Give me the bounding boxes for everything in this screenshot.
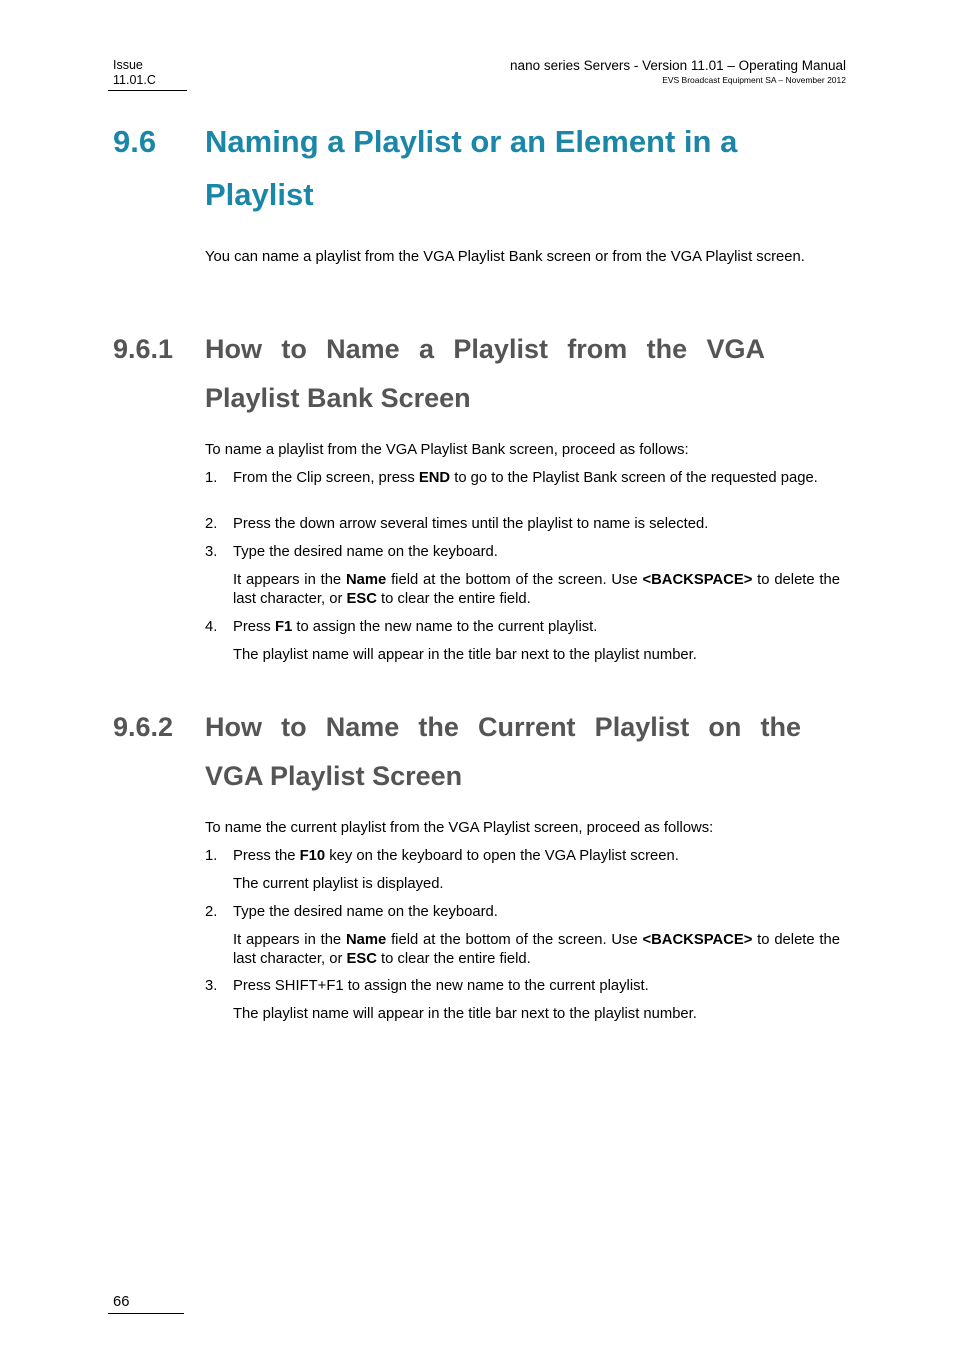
- subsection-2-number: 9.6.2: [113, 712, 174, 742]
- section-title: [205, 115, 808, 221]
- subsection-1-title-line2: Playlist Bank Screen: [205, 383, 471, 413]
- step-note: The current playlist is displayed.: [233, 876, 444, 892]
- step-text: Press SHIFT+F1 to assign the new name to the current playlist.: [233, 978, 649, 994]
- step-text-part: Press the: [233, 848, 300, 864]
- step-number: 3.: [205, 978, 218, 994]
- subsection-2-title-line1: How to Name the Current Playlist on the: [205, 712, 801, 742]
- step-number: 1.: [205, 848, 218, 864]
- note-part: field at the bottom of the screen. Use: [386, 572, 643, 588]
- subsection-1-title: [205, 325, 765, 423]
- step-text-part: Press: [233, 619, 275, 635]
- key-name: F10: [299, 848, 326, 864]
- subsection-1-number: 9.6.1: [113, 334, 174, 364]
- step-number: 3.: [205, 544, 218, 560]
- step-number: 2.: [205, 904, 218, 920]
- key-name: ESC: [346, 590, 377, 607]
- field-name: Name: [345, 932, 387, 948]
- subsection-2-title-line2: VGA Playlist Screen: [205, 761, 463, 791]
- subsection-2-title: [205, 703, 801, 801]
- subsection-1-intro: To name a playlist from the VGA Playlist Bank screen, proceed as follows:: [205, 442, 689, 458]
- note-part: to clear the entire field.: [376, 590, 531, 607]
- header-issue: [113, 58, 156, 88]
- note-part: to clear the entire field.: [376, 950, 531, 967]
- footer-divider: [108, 1313, 184, 1314]
- issue-number: 11.01.C: [113, 73, 156, 87]
- step-note: [233, 931, 840, 968]
- note-part: to delete the last character, or: [233, 932, 840, 967]
- step-text: Press the down arrow several times until the playlist to name is selected.: [233, 516, 709, 532]
- note-part: It appears in the: [233, 572, 346, 588]
- step-text-part: From the Clip screen, press: [233, 470, 419, 486]
- manual-subtitle: EVS Broadcast Equipment SA – November 2012: [662, 75, 846, 85]
- key-name: F1: [274, 619, 293, 635]
- header-divider: [108, 90, 187, 91]
- header-title-block: [510, 58, 846, 86]
- step-text: [233, 618, 840, 637]
- subsection-1-title-line1: How to Name a Playlist from the VGA: [205, 334, 765, 364]
- step-text-part: to go to the Playlist Bank screen of the requested page.: [450, 470, 818, 486]
- key-name: ESC: [346, 950, 377, 967]
- key-name: <BACKSPACE>: [642, 572, 753, 588]
- subsection-2-intro: To name the current playlist from the VGA Playlist screen, proceed as follows:: [205, 820, 714, 836]
- field-name: Name: [345, 572, 387, 588]
- note-part: It appears in the: [233, 932, 346, 948]
- key-name: <BACKSPACE>: [642, 932, 753, 948]
- note-part: field at the bottom of the screen. Use: [386, 932, 643, 948]
- section-title-line1: Naming a Playlist or an Element in a: [205, 124, 738, 159]
- page-number: 66: [113, 1294, 130, 1310]
- step-text: [233, 847, 840, 866]
- step-note: [233, 571, 840, 608]
- step-text: Type the desired name on the keyboard.: [233, 544, 498, 560]
- step-number: 2.: [205, 516, 218, 532]
- step-number: 1.: [205, 470, 218, 486]
- step-text: Type the desired name on the keyboard.: [233, 904, 498, 920]
- step-text: [233, 469, 840, 488]
- issue-label: Issue: [113, 58, 143, 72]
- note-part: to delete the last character, or: [233, 572, 840, 607]
- section-title-line2: Playlist: [205, 177, 314, 212]
- step-number: 4.: [205, 619, 218, 635]
- step-text-part: key on the keyboard to open the VGA Playlist screen.: [325, 848, 679, 864]
- section-number: 9.6: [113, 124, 157, 159]
- key-name: END: [418, 470, 451, 486]
- manual-title: nano series Servers - Version 11.01 – Operating Manual: [510, 58, 846, 73]
- step-text-part: to assign the new name to the current playlist.: [292, 619, 598, 635]
- step-note: The playlist name will appear in the title bar next to the playlist number.: [233, 647, 697, 663]
- section-intro: You can name a playlist from the VGA Playlist Bank screen or from the VGA Playlist screen.: [205, 249, 805, 265]
- step-note: The playlist name will appear in the title bar next to the playlist number.: [233, 1006, 697, 1022]
